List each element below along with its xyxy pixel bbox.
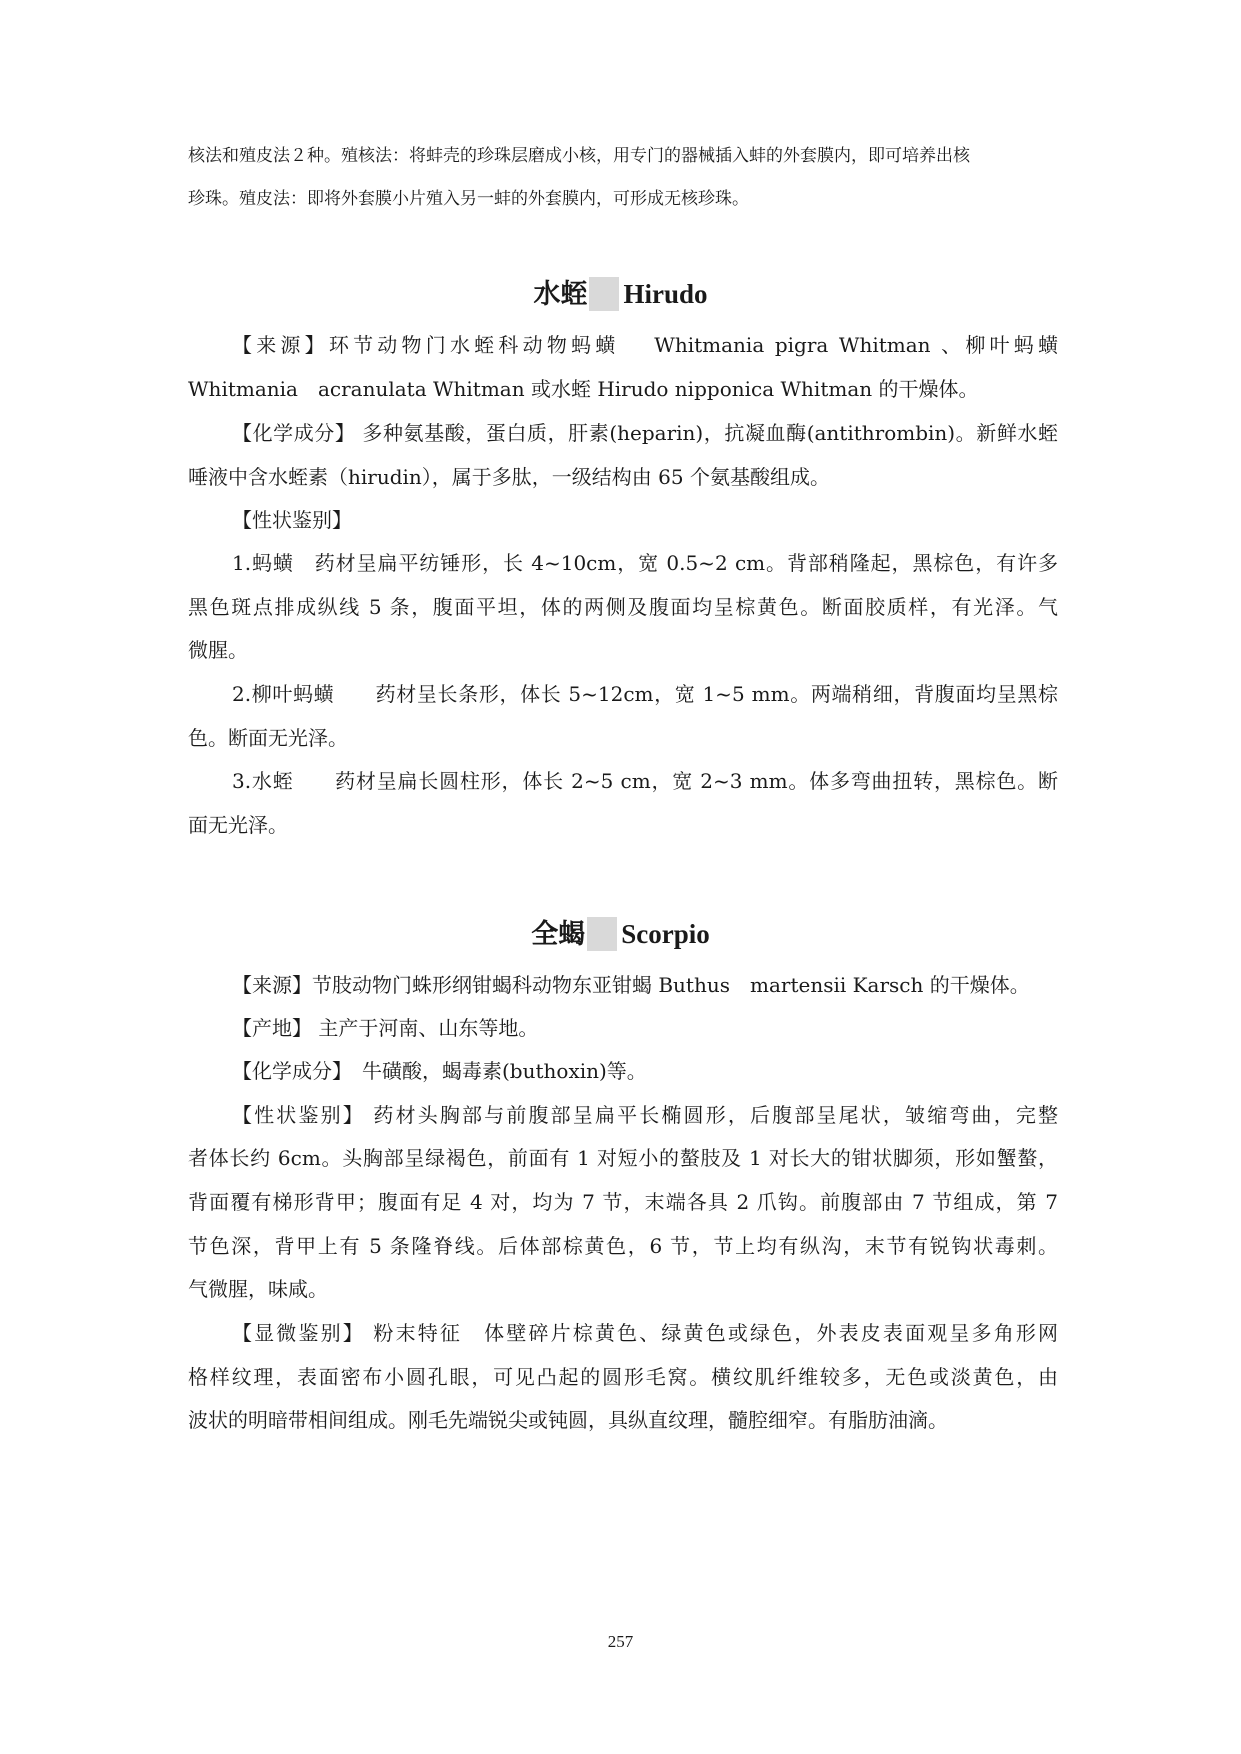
scorpio-origin-line: 【产地】 主产于河南、山东等地。 [232, 1016, 539, 1040]
hirudo-chem-line-2: 唾液中含水蛭素（hirudin），属于多肽，一级结构由 65 个氨基酸组成。 [188, 465, 830, 489]
heading-cn: 水蛭 [533, 279, 588, 310]
heading-cn: 全蝎 [531, 919, 586, 950]
hirudo-trait1-line-2: 黑色斑点排成纵线 5 条，腹面平坦，体的两侧及腹面均呈棕黄色。断面胶质样，有光泽。气 [188, 595, 1058, 619]
hirudo-trait3-line-2: 面无光泽。 [188, 813, 288, 837]
scorpio-source-line: 【来源】节肢动物门蛛形纲钳蝎科动物东亚钳蝎 Buthus martensii Karsch 的干燥体。 [232, 973, 1030, 997]
scorpio-chem-line: 【化学成分】 牛磺酸，蝎毒素(buthoxin)等。 [232, 1059, 647, 1083]
hirudo-trait2-line-1: 2.柳叶蚂蟥 药材呈长条形，体长 5~12cm，宽 1~5 mm。两端稍细，背腹面均呈黑棕 [232, 682, 1058, 706]
section-heading-hirudo [0, 277, 1241, 312]
hirudo-source-line-2: Whitmania acranulata Whitman 或水蛭 Hirudo nipponica Whitman 的干燥体。 [188, 377, 979, 401]
intro-line-1: 核法和殖皮法２种。殖核法：将蚌壳的珍珠层磨成小核，用专门的器械插入蚌的外套膜内，即可培养出核 [188, 146, 970, 166]
hirudo-trait3-line-1: 3.水蛭 药材呈扁长圆柱形，体长 2~5 cm，宽 2~3 mm。体多弯曲扭转，黑棕色。断 [232, 769, 1058, 793]
scorpio-traits-line-2: 者体长约 6cm。头胸部呈绿褐色，前面有 1 对短小的螯肢及 1 对长大的钳状脚须，形如蟹螯， [188, 1146, 1058, 1170]
hirudo-trait1-line-1: 1.蚂蟥 药材呈扁平纺锤形，长 4~10cm，宽 0.5~2 cm。背部稍隆起，黑棕色，有许多 [232, 551, 1058, 575]
scorpio-traits-line-1: 【性状鉴别】 药材头胸部与前腹部呈扁平长椭圆形，后腹部呈尾状，皱缩弯曲，完整 [232, 1103, 1058, 1127]
scorpio-micro-line-3: 波状的明暗带相间组成。刚毛先端锐尖或钝圆，具纵直纹理，髓腔细窄。有脂肪油滴。 [188, 1408, 948, 1432]
scorpio-traits-line-4: 节色深，背甲上有 5 条隆脊线。后体部棕黄色，6 节，节上均有纵沟，末节有锐钩状毒刺。 [188, 1234, 1058, 1258]
scorpio-traits-line-3: 背面覆有梯形背甲；腹面有足 4 对，均为 7 节，末端各具 2 爪钩。前腹部由 7 节组成，第 7 [188, 1190, 1058, 1214]
hirudo-trait1-line-3: 微腥。 [188, 638, 248, 662]
hirudo-traits-heading: 【性状鉴别】 [232, 508, 352, 532]
section-heading-scorpio [0, 917, 1241, 952]
scorpio-micro-line-1: 【显微鉴别】 粉末特征 体壁碎片棕黄色、绿黄色或绿色，外表皮表面观呈多角形网 [232, 1321, 1058, 1345]
heading-latin: Scorpio [621, 919, 710, 949]
heading-gap-box [589, 277, 619, 311]
hirudo-trait2-line-2: 色。断面无光泽。 [188, 726, 348, 750]
page-number: 257 [607, 1632, 634, 1651]
intro-line-2: 珍珠。殖皮法：即将外套膜小片殖入另一蚌的外套膜内，可形成无核珍珠。 [188, 189, 749, 209]
scorpio-micro-line-2: 格样纹理，表面密布小圆孔眼，可见凸起的圆形毛窝。横纹肌纤维较多，无色或淡黄色，由 [188, 1365, 1058, 1389]
hirudo-source-line-1: 【来源】环节动物门水蛭科动物蚂蟥 Whitmania pigra Whitman 、柳叶蚂蟥 [232, 333, 1058, 357]
hirudo-chem-line-1: 【化学成分】 多种氨基酸，蛋白质，肝素(heparin)，抗凝血酶(antithrombin)。新鲜水蛭 [232, 421, 1058, 445]
scorpio-traits-line-5: 气微腥，味咸。 [188, 1277, 328, 1301]
heading-gap-box [587, 917, 617, 951]
heading-latin: Hirudo [623, 279, 708, 309]
